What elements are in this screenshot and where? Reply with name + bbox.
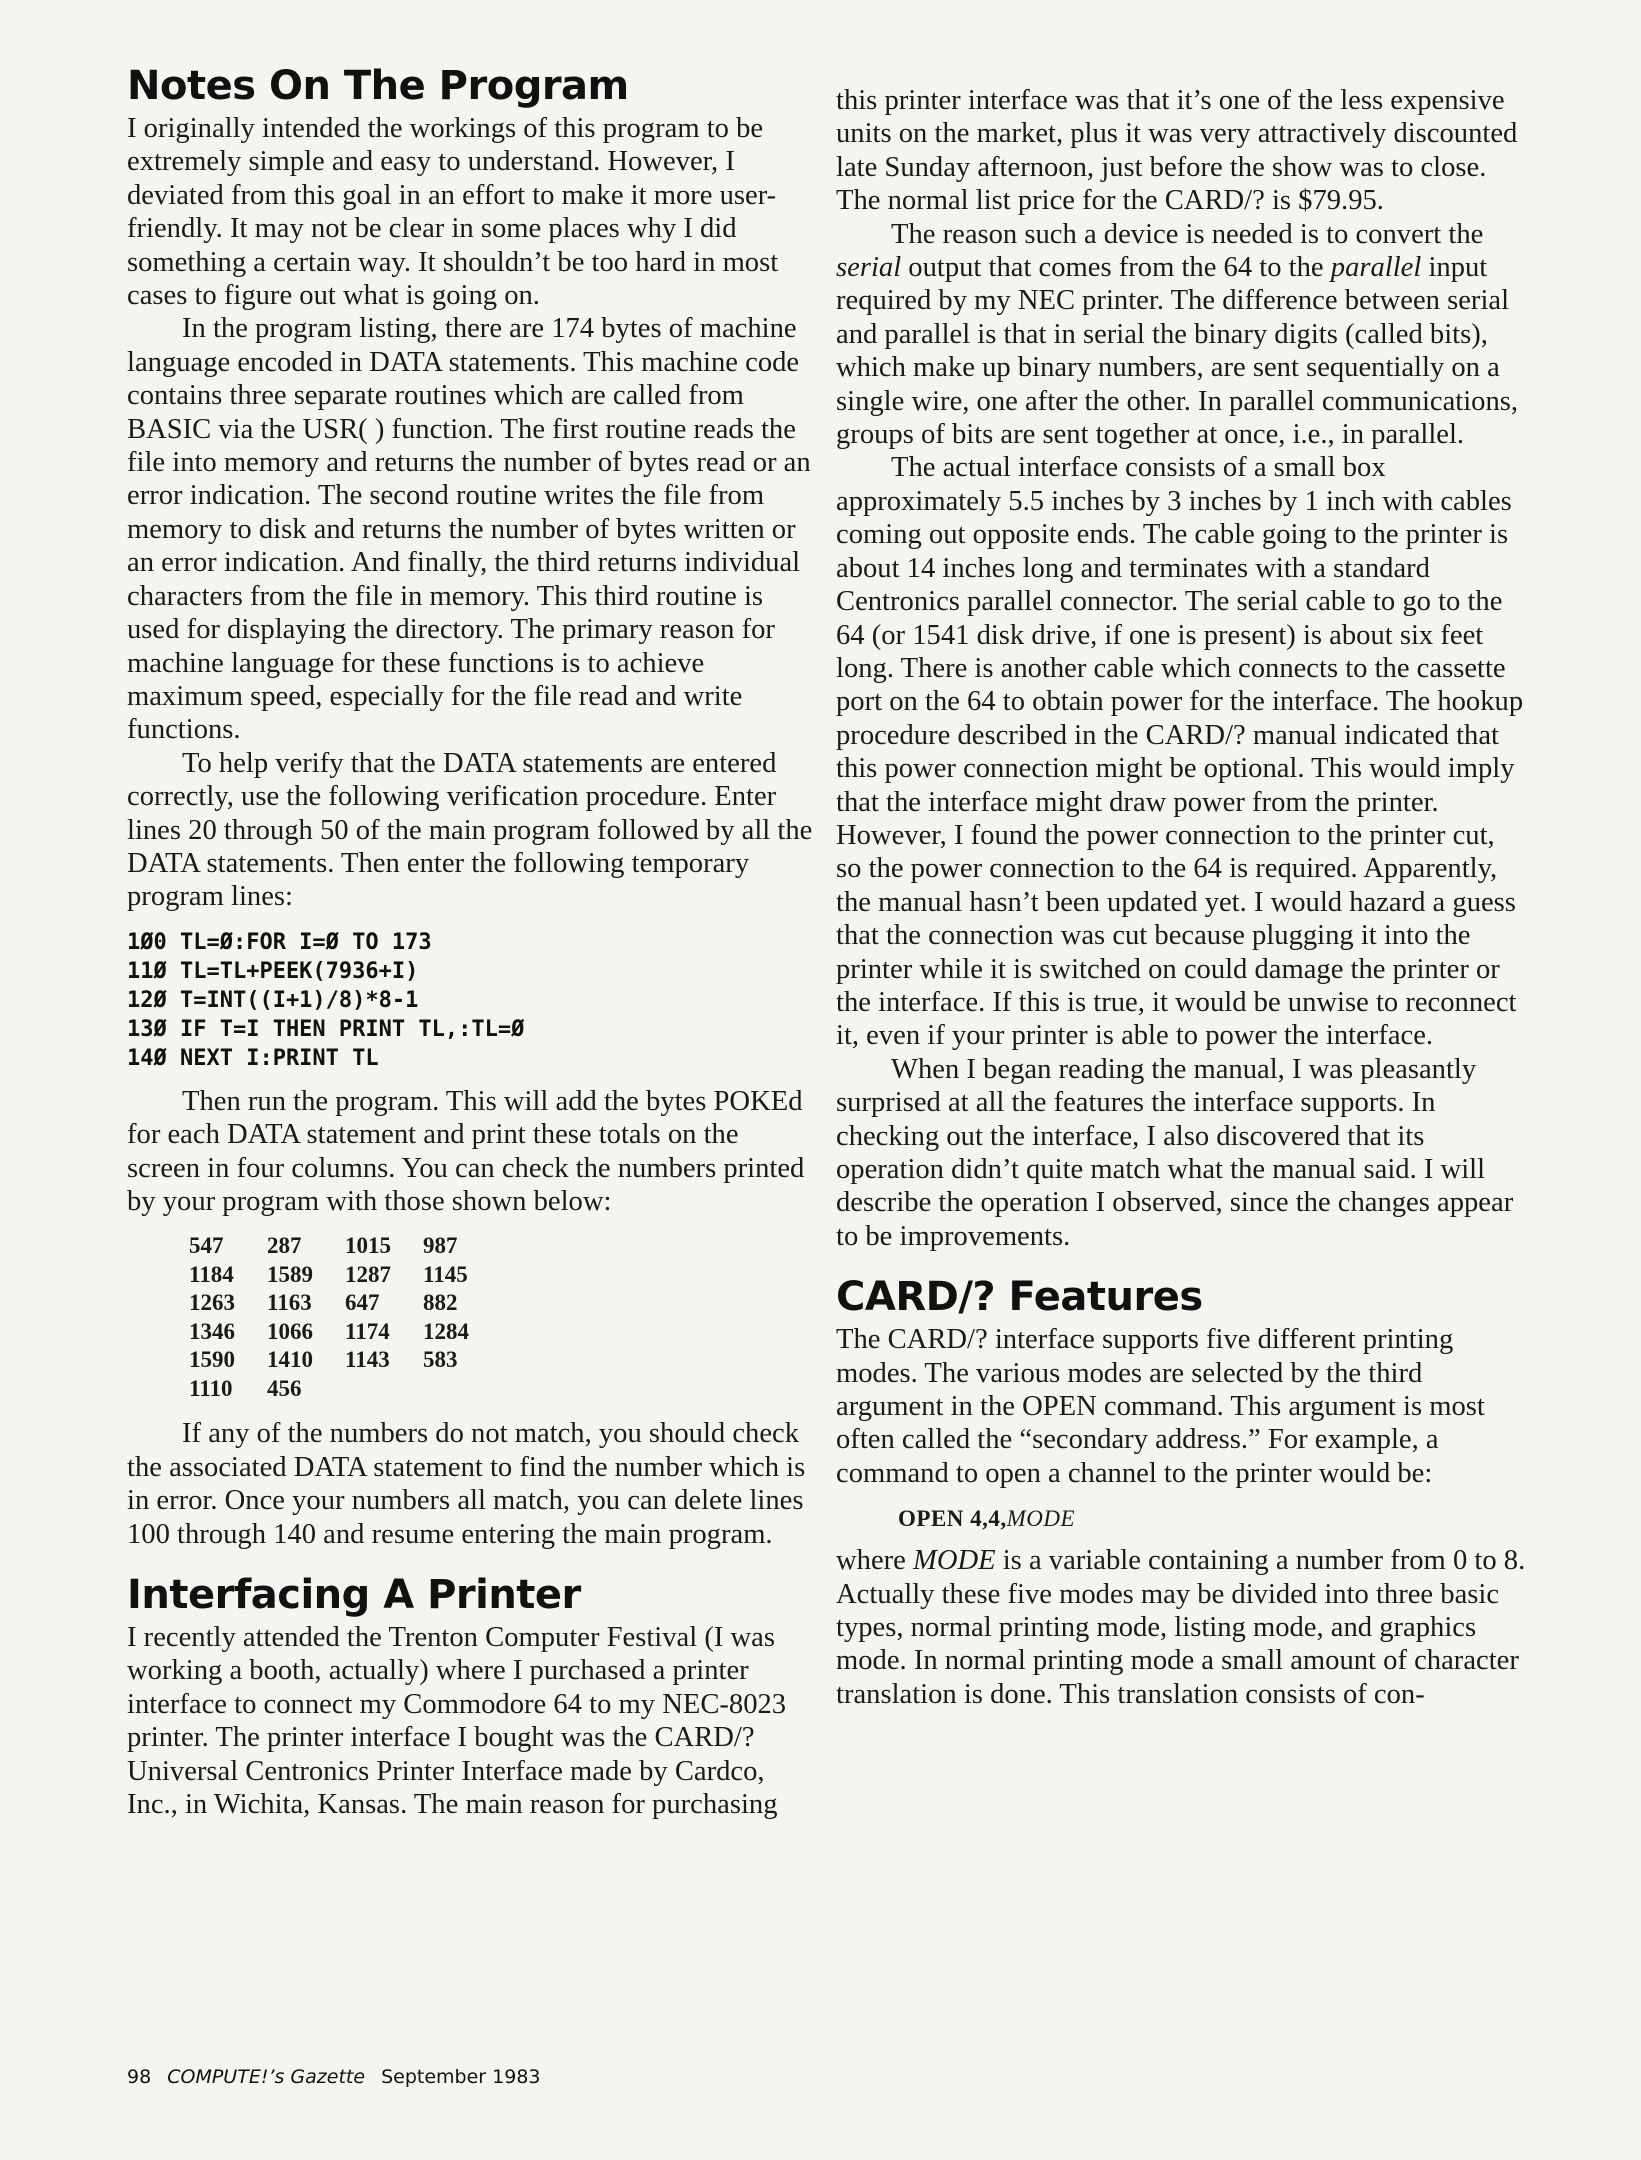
- right-column: [836, 62, 1526, 1711]
- open-command-example: [898, 1506, 1526, 1532]
- emphasis-serial: serial: [836, 252, 902, 284]
- paragraph: Then run the program. This will add the bytes POKEd for each DATA statement and print these totals on the screen in four columns. You can check the numbers printed by your program with those shown below:: [127, 1085, 805, 1217]
- table-cell: 1110: [189, 1375, 233, 1401]
- text-run: The reason such a device is needed is to convert the: [891, 218, 1484, 250]
- text-run: output that comes from the 64 to the: [901, 252, 1331, 284]
- table-row: [189, 1289, 501, 1318]
- heading-card-features: CARD/? Features: [836, 1274, 1203, 1321]
- table-cell: 882: [423, 1290, 458, 1316]
- table-cell: 987: [423, 1233, 458, 1259]
- code-line: 12Ø T=INT((I+1)/8)*8-1: [127, 987, 419, 1013]
- table-cell: 1589: [267, 1261, 313, 1287]
- table-row: [189, 1232, 501, 1261]
- command-text: OPEN 4,4,: [898, 1506, 1007, 1532]
- emphasis-mode: MODE: [913, 1545, 996, 1577]
- code-line: 14Ø NEXT I:PRINT TL: [127, 1045, 379, 1071]
- table-row: [189, 1318, 501, 1347]
- table-cell: 1174: [345, 1318, 390, 1344]
- table-row: [189, 1346, 501, 1375]
- table-cell: 1184: [189, 1261, 234, 1287]
- table-cell: 1590: [189, 1347, 235, 1373]
- page-footer: [127, 2066, 541, 2088]
- table-cell: [345, 1375, 423, 1404]
- paragraph: I recently attended the Trenton Computer Festival (I was working a booth, actually) where I purchased a printer interface to connect my Commodore 64 to my NEC-8023 printer. The printer interface I bought was the CARD/? Universal Centronics Printer Interface made by Cardco, Inc., in Wichita, Kansas. The main reason for purchasing: [127, 1622, 787, 1821]
- left-column: [127, 62, 815, 1821]
- table-cell: 583: [423, 1347, 458, 1373]
- table-row: [189, 1261, 501, 1290]
- code-line: 1Ø0 TL=Ø:FOR I=Ø TO 173: [127, 929, 432, 955]
- paragraph: this printer interface was that it’s one of the less expensive units on the market, plus it was very attractively discounted late Sunday afternoon, just before the show was to close. The normal list price for the CARD/? is $79.95.: [836, 85, 1518, 217]
- paragraph: When I began reading the manual, I was pleasantly surprised at all the features the interface supports. In checking out the interface, I also discovered that its operation didn’t quite match what the manual said. I will describe the operation I observed, since the changes appear to be improvements.: [836, 1053, 1514, 1252]
- paragraph: To help verify that the DATA statements are entered correctly, use the following verification procedure. Enter lines 20 through 50 of the main program followed by all the DATA statements. Then enter the following temporary program lines:: [127, 747, 813, 913]
- table-cell: 456: [267, 1375, 302, 1401]
- code-line: 11Ø TL=TL+PEEK(7936+I): [127, 958, 419, 984]
- paragraph: [836, 1544, 1526, 1711]
- text-run: where: [836, 1545, 913, 1577]
- table-cell: 1284: [423, 1318, 469, 1344]
- table-cell: 547: [189, 1233, 224, 1259]
- checksum-table: [189, 1232, 501, 1403]
- magazine-title: COMPUTE!’s Gazette: [167, 2066, 366, 2088]
- emphasis-parallel: parallel: [1330, 252, 1422, 284]
- paragraph: The actual interface consists of a small box approximately 5.5 inches by 3 inches by 1 inch with cables coming out opposite ends. The cable going to the printer is about 14 inches long and terminates with a standard Centronics parallel connector. The serial cable to go to the 64 (or 1541 disk drive, if one is present) is about six feet long. There is another cable which connects to the cassette port on the 64 to obtain power for the interface. The hookup procedure described in the CARD/? manual indicated that this power connection might be optional. This would imply that the interface might draw power from the printer. However, I found the power connection to the printer cut, so the power connection to the 64 is required. Apparently, the manual hasn’t been updated yet. I would hazard a guess that the connection was cut because plugging it into the printer while it is switched on could damage the printer or the interface. If this is true, it would be unwise to reconnect it, even if your printer is able to power the interface.: [836, 452, 1524, 1052]
- heading-notes-on-the-program: Notes On The Program: [127, 63, 629, 109]
- paragraph: [836, 218, 1526, 452]
- table-cell: 1145: [423, 1261, 468, 1287]
- text-run: is a variable containing a number from 0 to 8. Actually these five modes may be divided into three basic types, normal printing mode, listing mode, and graphics mode. In normal printing mode a small amount of character translation is done. This translation consists of con-: [836, 1545, 1526, 1710]
- table-cell: [423, 1375, 501, 1404]
- heading-interfacing-a-printer: Interfacing A Printer: [127, 1572, 581, 1618]
- code-listing: [127, 928, 815, 1073]
- table-cell: 1287: [345, 1261, 391, 1287]
- table-cell: 1163: [267, 1290, 312, 1316]
- table-row: [189, 1375, 501, 1404]
- table-cell: 1015: [345, 1233, 391, 1259]
- paragraph: I originally intended the workings of this program to be extremely simple and easy to understand. However, I deviated from this goal in an effort to make it more user-friendly. It may not be clear in some places why I did something a certain way. It shouldn’t be too hard in most cases to figure out what is going on.: [127, 113, 779, 312]
- table-cell: 1346: [189, 1318, 235, 1344]
- table-cell: 647: [345, 1290, 380, 1316]
- issue-date: September 1983: [381, 2066, 541, 2088]
- command-mode-variable: MODE: [1006, 1506, 1076, 1532]
- text-run: input required by my NEC printer. The difference between serial and parallel is that in serial the binary digits (called bits), which make up binary numbers, are sent sequentially on a single wire, one after the other. In parallel communications, groups of bits are sent together at once, i.e., in parallel.: [836, 252, 1519, 451]
- table-cell: 1263: [189, 1290, 235, 1316]
- paragraph: The CARD/? interface supports five different printing modes. The various modes are selected by the third argument in the OPEN command. This argument is most often called the “secondary address.” For example, a command to open a channel to the printer would be:: [836, 1324, 1485, 1489]
- table-cell: 1410: [267, 1347, 313, 1373]
- table-cell: 1143: [345, 1347, 390, 1373]
- table-cell: 1066: [267, 1318, 313, 1344]
- code-line: 13Ø IF T=I THEN PRINT TL,:TL=Ø: [127, 1016, 525, 1042]
- paragraph: If any of the numbers do not match, you should check the associated DATA statement to find the number which is in error. Once your numbers all match, you can delete lines 100 through 140 and resume entering the main program.: [127, 1418, 806, 1550]
- table-cell: 287: [267, 1233, 302, 1259]
- page-number: 98: [127, 2066, 152, 2088]
- paragraph: In the program listing, there are 174 bytes of machine language encoded in DATA statements. This machine code contains three separate routines which are called from BASIC via the USR( ) function. The first routine reads the file into memory and returns the number of bytes read or an error indication. The second routine writes the file from memory to disk and returns the number of bytes written or an error indication. And finally, the third returns individual characters from the file in memory. This third routine is used for displaying the directory. The primary reason for machine language for these functions is to achieve maximum speed, especially for the file read and write functions.: [127, 313, 811, 746]
